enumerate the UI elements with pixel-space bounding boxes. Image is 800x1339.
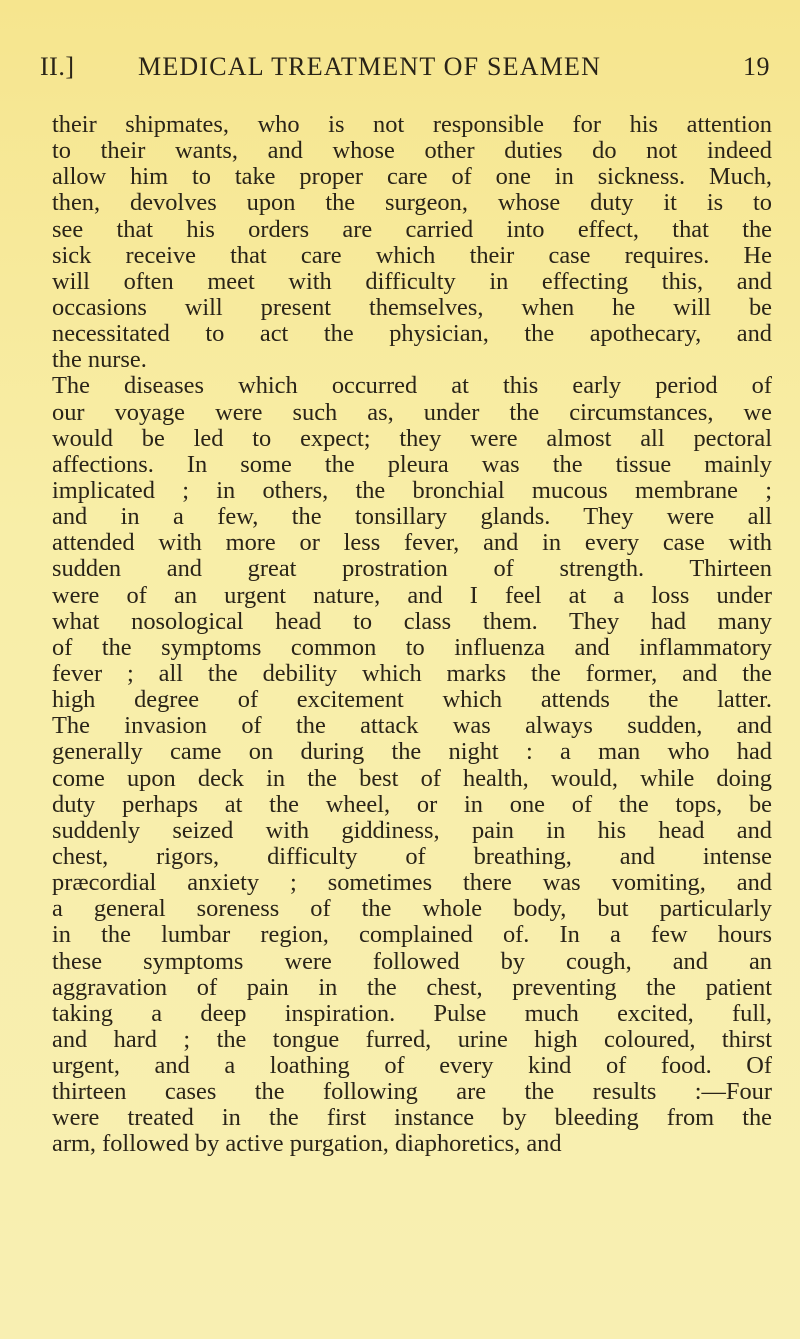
text-line: high degree of excitement which attends the latter. <box>52 686 772 714</box>
text-line: arm, followed by active purgation, diaphoretics, and <box>52 1130 562 1158</box>
text-line: would be led to expect; they were almost all pectoral <box>52 424 772 452</box>
text-line: fever ; all the debility which marks the former, and the <box>52 659 772 687</box>
text-line: see that his orders are carried into effect, that the <box>52 215 772 243</box>
text-line: then, devolves upon the surgeon, whose duty it is to <box>52 189 772 217</box>
text-line: necessitated to act the physician, the apothecary, and <box>52 320 772 348</box>
text-line: occasions will present themselves, when he will be <box>52 293 772 321</box>
text-line: aggravation of pain in the chest, preventing the patient <box>52 973 772 1001</box>
text-line: of the symptoms common to influenza and inflammatory <box>52 633 772 661</box>
page-number: 19 <box>743 52 770 81</box>
text-line: and hard ; the tongue furred, urine high coloured, thirst <box>52 1025 772 1053</box>
chapter-marker: II.] <box>40 52 75 81</box>
text-line: our voyage were such as, under the circumstances, we <box>52 398 772 426</box>
text-line: The invasion of the attack was always sudden, and <box>52 712 772 740</box>
text-line: these symptoms were followed by cough, and an <box>52 947 772 975</box>
text-line: generally came on during the night : a man who had <box>52 738 772 766</box>
text-line: attended with more or less fever, and in every case with <box>52 529 772 557</box>
text-line: duty perhaps at the wheel, or in one of the tops, be <box>52 790 772 818</box>
text-line: a general soreness of the whole body, but particularly <box>52 895 772 923</box>
running-header <box>40 52 770 88</box>
text-line: urgent, and a loathing of every kind of food. Of <box>52 1052 772 1080</box>
text-line: sick receive that care which their case requires. He <box>52 241 772 269</box>
text-line: The diseases which occurred at this early period of <box>52 372 772 400</box>
text-line: and in a few, the tonsillary glands. They were all <box>52 503 772 531</box>
text-line: taking a deep inspiration. Pulse much excited, full, <box>52 999 772 1027</box>
text-line: what nosological head to class them. They had many <box>52 607 772 635</box>
text-line: were treated in the first instance by bleeding from the <box>52 1104 772 1132</box>
paragraph <box>52 112 772 373</box>
paragraph <box>52 373 772 1157</box>
text-line: to their wants, and whose other duties do not indeed <box>52 137 772 165</box>
text-line: præcordial anxiety ; sometimes there was vomiting, and <box>52 869 772 897</box>
text-line: in the lumbar region, complained of. In a few hours <box>52 921 772 949</box>
text-line: chest, rigors, difficulty of breathing, and intense <box>52 842 772 870</box>
text-line: sudden and great prostration of strength. Thirteen <box>52 555 772 583</box>
text-line: were of an urgent nature, and I feel at a loss under <box>52 581 772 609</box>
text-line: their shipmates, who is not responsible for his attention <box>52 111 772 138</box>
text-line: suddenly seized with giddiness, pain in his head and <box>52 816 772 844</box>
text-line: thirteen cases the following are the results :—Four <box>52 1078 772 1106</box>
body-text <box>52 112 772 1158</box>
text-line: implicated ; in others, the bronchial mucous membrane ; <box>52 476 772 504</box>
running-title: MEDICAL TREATMENT OF SEAMEN <box>138 52 602 81</box>
text-line: the nurse. <box>52 346 147 374</box>
text-line: come upon deck in the best of health, would, while doing <box>52 764 772 792</box>
text-line: allow him to take proper care of one in sickness. Much, <box>52 163 772 191</box>
text-line: will often meet with difficulty in effecting this, and <box>52 267 772 295</box>
text-line: affections. In some the pleura was the tissue mainly <box>52 450 772 478</box>
